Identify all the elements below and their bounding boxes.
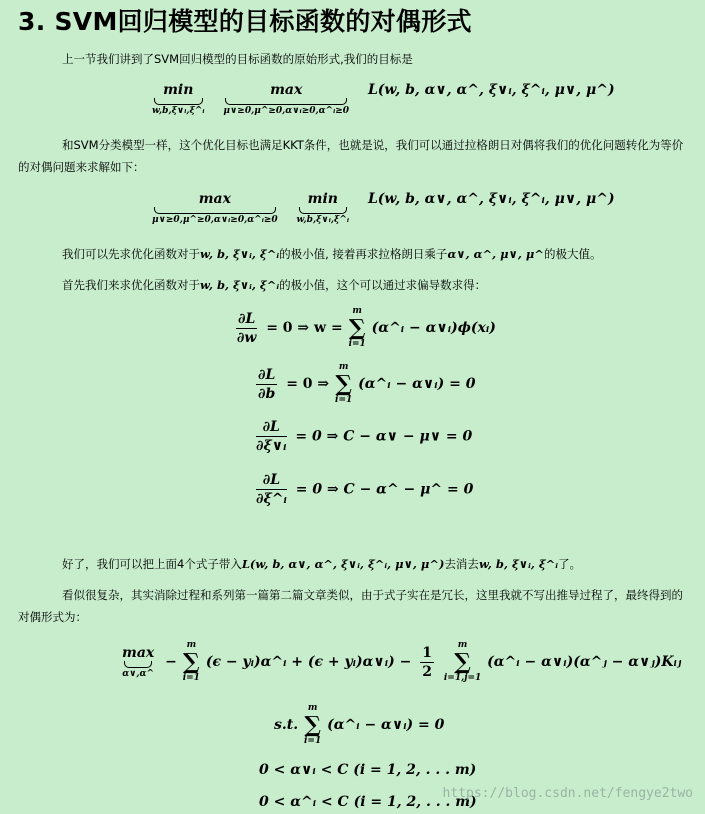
- min-operator: min w,b,ξ∨ᵢ,ξ^ᵢ: [152, 82, 205, 116]
- constraint-alpha-vee: 0 < α∨ᵢ < C (i = 1, 2, . . . m): [259, 762, 477, 778]
- lagrangian-expr: L(w, b, α∨, α^, ξ∨ᵢ, ξ^ᵢ, μ∨, μ^): [367, 191, 615, 207]
- partial-xi-vee-equation: $\frac{\partial L}{\text{∂ξ∨ᵢ}}$ = 0 ⇒ C − α∨ − μ∨ = 0: [256, 419, 473, 454]
- section-title: 3. SVM回归模型的目标函数的对偶形式: [18, 7, 472, 36]
- min-operator: min w,b,ξ∨ᵢ,ξ^ᵢ: [296, 191, 350, 225]
- max-operator: max α∨,α^: [122, 644, 155, 679]
- partial-xi-hat-equation: $\frac{\partial L}{\text{∂ξ\textasciicircum{}ᵢ}}$ = 0 ⇒ C − α^ − μ^ = 0: [256, 472, 474, 507]
- dual-problem-equation: [152, 191, 615, 226]
- paragraph-kkt: 和SVM分类模型一样，这个优化目标也满足KKT条件，也就是说，我们可以通过拉格朗日对偶将我们的优化问题转化为等价的对偶问题来求解如下：: [18, 138, 684, 174]
- paragraph-strategy: 我们可以先求优化函数对于w, b, ξ∨ᵢ, ξ^ᵢ的极小值, 接着再求拉格朗日乘子α∨, α^, μ∨, μ^的极大值。: [62, 247, 602, 261]
- paragraph-intro: 上一节我们讲到了SVM回归模型的目标函数的原始形式,我们的目标是: [62, 52, 413, 66]
- partial-b-equation: $\frac{\partial L}{\partial b}$ = 0 ⇒ m ∑ i=1 (α^ᵢ − α∨ᵢ) = 0: [258, 362, 476, 405]
- lagrangian-expr: L(w, b, α∨, α^, ξ∨ᵢ, ξ^ᵢ, μ∨, μ^): [367, 82, 615, 98]
- constraint-sum-equation: s.t. m ∑ i=1 (α^ᵢ − α∨ᵢ) = 0: [274, 703, 445, 746]
- max-operator: max μ∨≥0,μ^≥0,α∨ᵢ≥0,α^ᵢ≥0: [152, 191, 278, 225]
- paragraph-substitute: 好了，我们可以把上面4个式子带入L(w, b, α∨, α^, ξ∨ᵢ, ξ^ᵢ, μ∨, μ^)去消去w, b, ξ∨ᵢ, ξ^ᵢ了。: [62, 557, 582, 571]
- partial-w-equation: $\frac{\partial L}{\partial w}$ = 0 ⇒ w = m ∑ i=1 (α^ᵢ − α∨ᵢ)ϕ(xᵢ): [236, 306, 496, 349]
- primal-objective-equation: [152, 82, 615, 117]
- watermark: https://blog.csdn.net/fengye2two: [442, 786, 693, 801]
- paragraph-dual-intro: 看似很复杂，其实消除过程和系列第一篇第二篇文章类似，由于式子实在是冗长，这里我就不写出推导过程了，最终得到的对偶形式为：: [18, 588, 683, 624]
- constraint-alpha-hat: 0 < α^ᵢ < C (i = 1, 2, . . . m): [259, 794, 477, 810]
- dual-objective-equation: max α∨,α^ − m ∑ i=1 (ϵ − yᵢ)α^ᵢ + (ϵ + yᵢ)α∨ᵢ) − $\frac{1}{2}$ m ∑ i=1,j=1 (α^ᵢ − α∨ᵢ)(α^ⱼ − α∨ⱼ)Kᵢⱼ: [122, 640, 682, 683]
- paragraph-partials: 首先我们来求优化函数对于w, b, ξ∨ᵢ, ξ^ᵢ的极小值，这个可以通过求偏导数求得：: [62, 278, 487, 292]
- max-operator: max μ∨≥0,μ^≥0,α∨ᵢ≥0,α^ᵢ≥0: [223, 82, 350, 116]
